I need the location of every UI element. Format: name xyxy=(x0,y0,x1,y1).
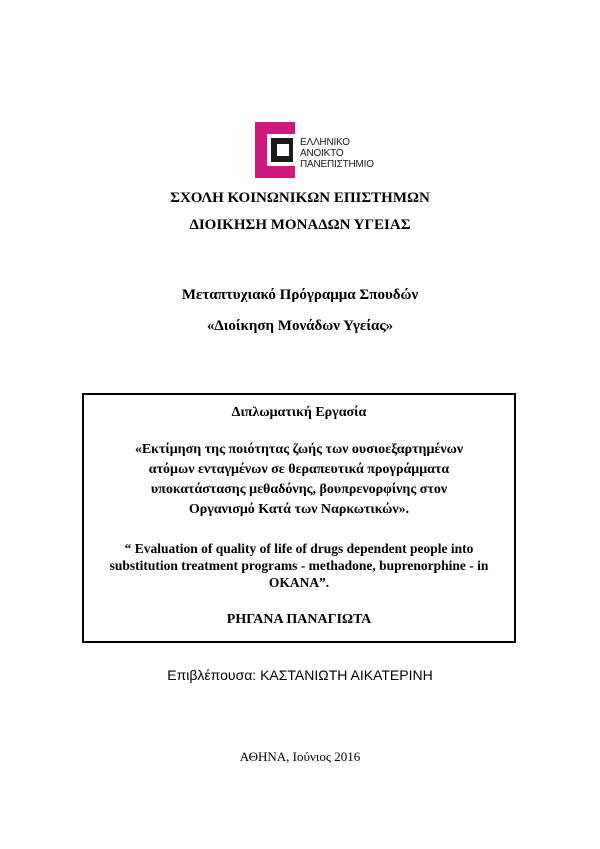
thesis-label: Διπλωματική Εργασία xyxy=(231,405,367,420)
university-name xyxy=(300,137,374,170)
school-name: ΣΧΟΛΗ ΚΟΙΝΩΝΙΚΩΝ ΕΠΙΣΤΗΜΩΝ xyxy=(170,190,430,206)
logo-line-1: ΕΛΛΗΝΙΚΟ xyxy=(300,137,350,148)
title-en-line-2: substitution treatment programs - methadone, buprenorphine - in xyxy=(109,558,489,573)
title-gr-line-3: υποκατάστασης μεθαδόνης, βουπρενορφίνης στον xyxy=(150,482,448,497)
program-name: «Διοίκηση Μονάδων Υγείας» xyxy=(206,318,394,334)
logo-line-2: ΑΝΟΙΚΤΟ xyxy=(300,148,344,159)
thesis-box xyxy=(82,393,516,643)
title-gr-line-4: Οργανισμό Κατά των Ναρκωτικών». xyxy=(188,502,410,517)
place-date: ΑΘΗΝΑ, Ιούνιος 2016 xyxy=(239,749,361,764)
title-en-line-1: “ Evaluation of quality of life of drugs dependent people into xyxy=(124,541,474,556)
title-gr-line-1: «Εκτίμηση της ποιότητας ζωής των ουσιοεξαρτημένων xyxy=(134,442,464,457)
logo-line-3: ΠΑΝΕΠΙΣΤΗΜΙΟ xyxy=(300,159,374,170)
author-name: ΡΗΓΑΝΑ ΠΑΝΑΓΙΩΤΑ xyxy=(226,612,372,627)
title-gr-line-2: ατόμων ενταγμένων σε θεραπευτικά προγράμματα xyxy=(148,462,450,477)
program-label: Μεταπτυχιακό Πρόγραμμα Σπουδών xyxy=(181,287,419,303)
department-name: ΔΙΟΙΚΗΣΗ ΜΟΝΑΔΩΝ ΥΓΕΙΑΣ xyxy=(189,217,411,233)
title-en-line-3: OKANA”. xyxy=(268,575,330,590)
supervisor: Επιβλέπουσα: ΚΑΣΤΑΝΙΩΤΗ ΑΙΚΑΤΕΡΙΝΗ xyxy=(167,667,433,683)
